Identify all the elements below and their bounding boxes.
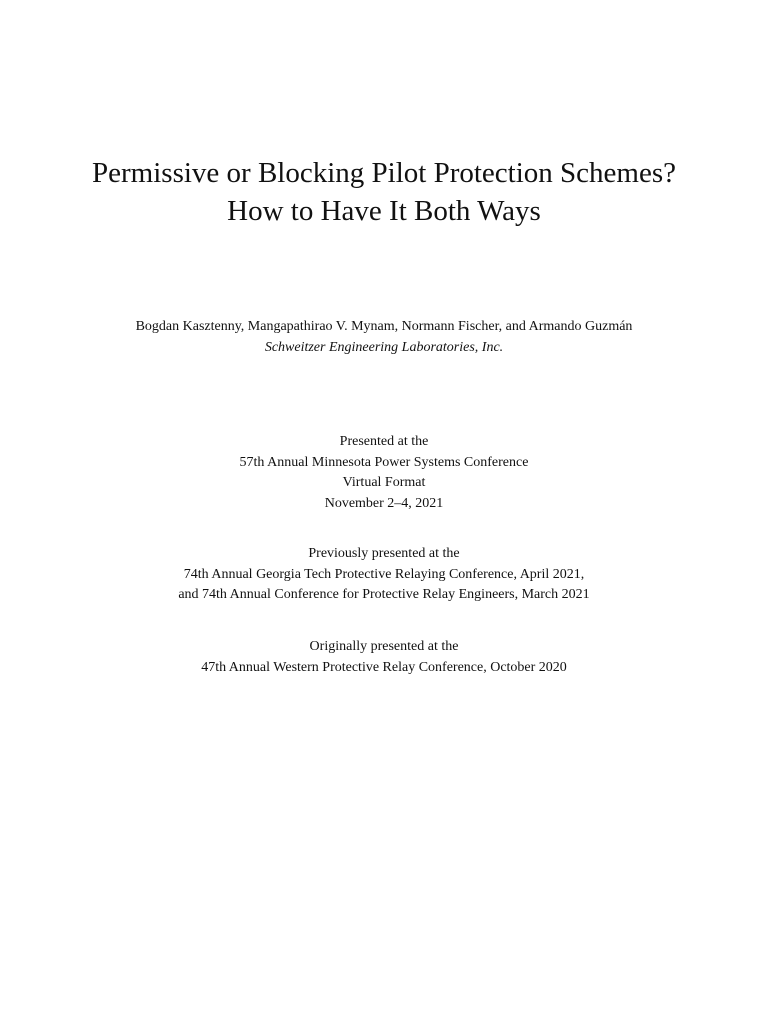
- previously-line-2: and 74th Annual Conference for Protective Relay Engineers, March 2021: [178, 587, 590, 602]
- previously-intro: Previously presented at the: [308, 546, 460, 561]
- originally-line-1: 47th Annual Western Protective Relay Conference, October 2020: [201, 659, 567, 675]
- previously-presented-block: [0, 544, 768, 606]
- presented-intro: Presented at the: [339, 434, 429, 449]
- author-block: [0, 316, 768, 358]
- paper-title-line-1: Permissive or Blocking Pilot Protection Schemes?: [92, 157, 676, 189]
- originally-intro: Originally presented at the: [309, 639, 459, 654]
- presented-format: Virtual Format: [342, 475, 426, 490]
- previously-line-1: 74th Annual Georgia Tech Protective Relaying Conference, April 2021,: [183, 566, 585, 582]
- originally-presented-block: [0, 637, 768, 678]
- presented-at-block: [0, 432, 768, 514]
- author-affiliation: Schweitzer Engineering Laboratories, Inc.: [264, 340, 504, 355]
- author-list: Bogdan Kasztenny, Mangapathirao V. Mynam, Normann Fischer, and Armando Guzmán: [135, 319, 633, 334]
- presented-dates: November 2–4, 2021: [324, 495, 444, 511]
- paper-title: [0, 154, 768, 230]
- presented-conference: 57th Annual Minnesota Power Systems Conference: [239, 454, 529, 470]
- paper-title-line-2: How to Have It Both Ways: [227, 195, 541, 227]
